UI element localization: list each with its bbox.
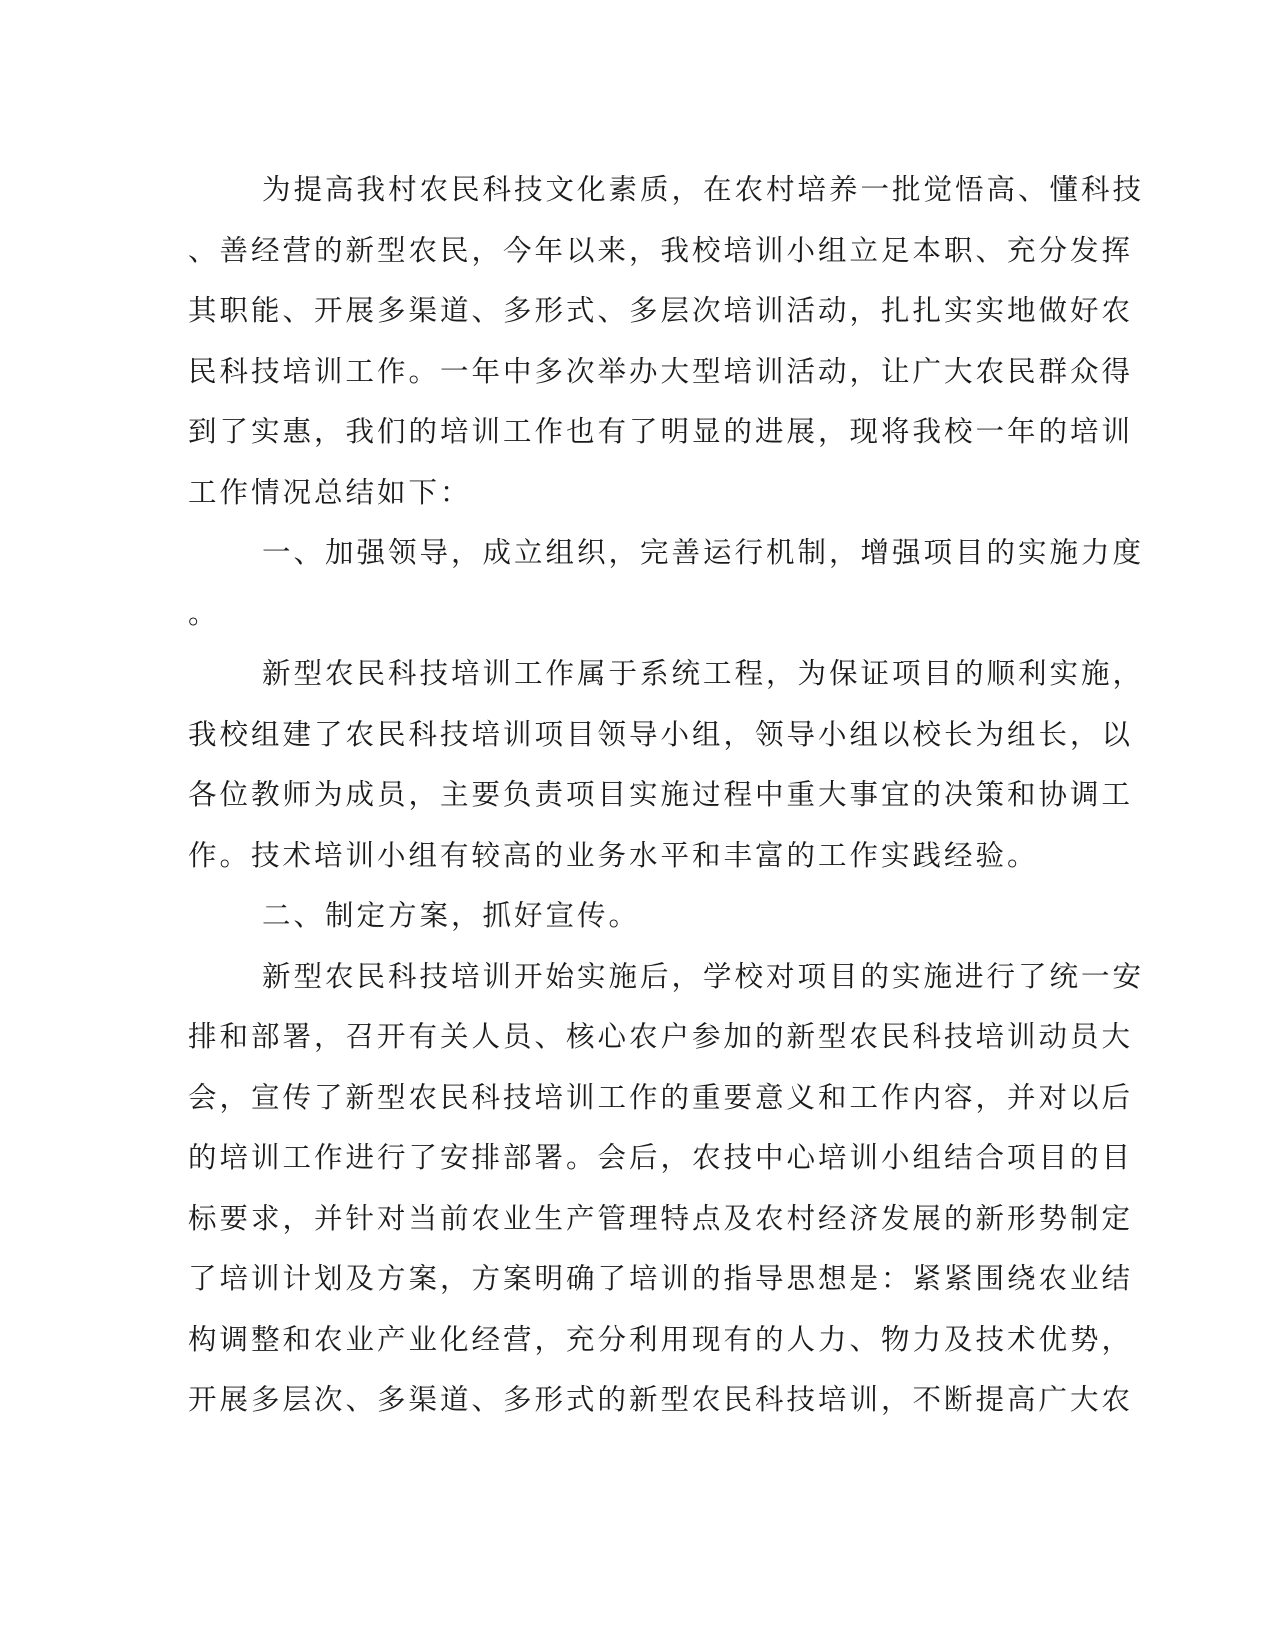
text-line: 开展多层次、多渠道、多形式的新型农民科技培训，不断提高广大农 — [188, 1383, 1134, 1416]
text-line: 标要求，并针对当前农业生产管理特点及农村经济发展的新形势制定 — [188, 1201, 1134, 1235]
text-line: 为提高我村农民科技文化素质，在农村培养一批觉悟高、懂科技 — [262, 173, 1145, 206]
text-line: 会，宣传了新型农民科技培训工作的重要意义和工作内容，并对以后 — [188, 1080, 1134, 1114]
text-line: 新型农民科技培训工作属于系统工程，为保证项目的顺利实施， — [262, 657, 1145, 690]
text-line: 的培训工作进行了安排部署。会后，农技中心培训小组结合项目的目 — [188, 1141, 1134, 1174]
text-line: 工作情况总结如下： — [188, 475, 472, 509]
text-line: 新型农民科技培训开始实施后，学校对项目的实施进行了统一安 — [262, 959, 1145, 993]
text-line: 了培训计划及方案，方案明确了培训的指导思想是：紧紧围绕农业结 — [188, 1262, 1134, 1295]
document-body — [188, 160, 1145, 1431]
text-line: 到了实惠，我们的培训工作也有了明显的进展，现将我校一年的培训 — [188, 415, 1134, 448]
text-line: 排和部署，召开有关人员、核心农户参加的新型农民科技培训动员大 — [188, 1020, 1134, 1053]
text-line: 我校组建了农民科技培训项目领导小组，领导小组以校长为组长，以 — [188, 717, 1134, 751]
text-line: 。 — [188, 596, 220, 630]
text-line: 构调整和农业产业化经营，充分利用现有的人力、物力及技术优势， — [188, 1322, 1134, 1356]
text-line: 作。技术培训小组有较高的业务水平和丰富的工作实践经验。 — [188, 838, 1039, 872]
text-line: 、善经营的新型农民，今年以来，我校培训小组立足本职、充分发挥 — [188, 233, 1134, 267]
section-heading-1: 一、加强领导，成立组织，完善运行机制，增强项目的实施力度 — [262, 536, 1145, 569]
text-line: 其职能、开展多渠道、多形式、多层次培训活动，扎扎实实地做好农 — [188, 294, 1134, 327]
text-line: 各位教师为成员，主要负责项目实施过程中重大事宜的决策和协调工 — [188, 778, 1134, 811]
section-heading-2: 二、制定方案，抓好宣传。 — [262, 899, 641, 932]
text-line: 民科技培训工作。一年中多次举办大型培训活动，让广大农民群众得 — [188, 354, 1134, 388]
